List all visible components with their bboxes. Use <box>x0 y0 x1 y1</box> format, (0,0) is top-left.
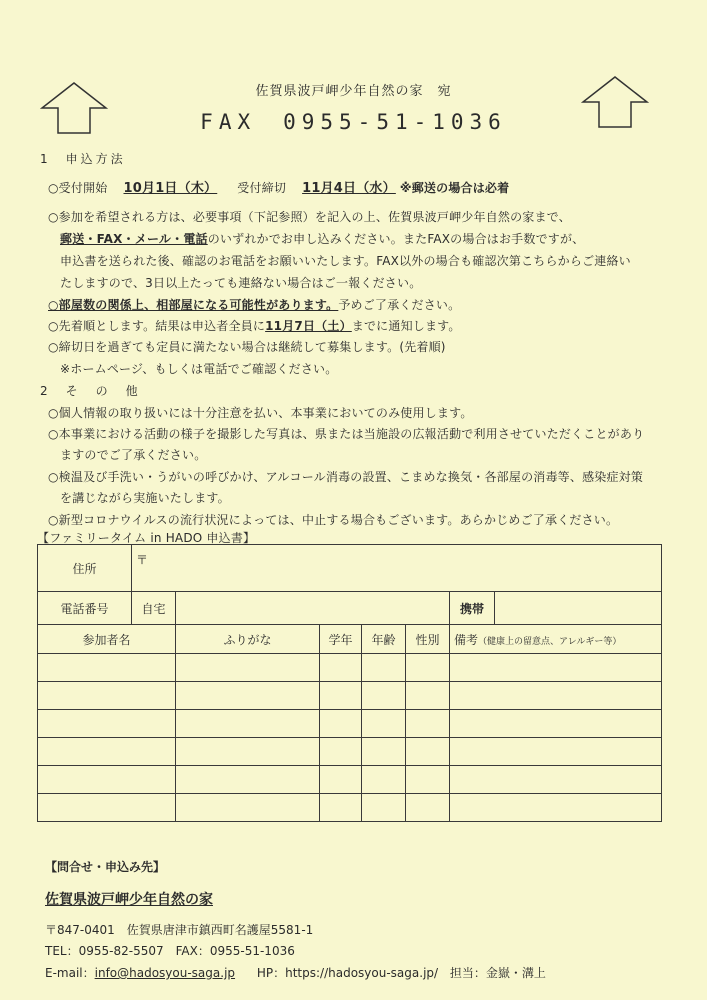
table-row <box>38 794 662 822</box>
p3-pre: ○先着順とします。結果は申込者全員に <box>48 319 266 333</box>
other-item: ○検温及び手洗い・うがいの呼びかけ、アルコール消毒の設置、こまめな換気・各部屋の消毒等、感染症対策 <box>48 470 644 484</box>
end-date: 11月4日（水） <box>302 181 396 196</box>
homepage-link[interactable]: HP：https://hadosyou-saga.jp/ <box>256 966 439 980</box>
org-name: 佐賀県波戸岬少年自然の家 <box>45 892 213 908</box>
col-sex: 性別 <box>406 625 450 654</box>
p4-line1: ○締切日を過ぎても定員に満たない場合は継続して募集します。(先着順) <box>48 340 446 354</box>
table-row <box>38 738 662 766</box>
mobile-label: 携帯 <box>450 592 495 625</box>
table-row <box>38 710 662 738</box>
end-label: 受付締切 <box>237 181 287 195</box>
other-item: ○本事業における活動の様子を撮影した写真は、県または当施設の広報活動で利用させていただくことがあり <box>48 427 645 441</box>
contact-heading: 【問合せ・申込み先】 <box>45 860 166 874</box>
home-label: 自宅 <box>132 592 176 625</box>
col-age: 年齢 <box>362 625 406 654</box>
col-remarks-note: （健康上の留意点、アレルギー等） <box>478 636 622 647</box>
reception-period <box>48 177 509 196</box>
address-field[interactable] <box>132 545 662 592</box>
mail-note: ※郵送の場合は必着 <box>399 181 510 195</box>
p2-rest: 予めご了承ください。 <box>338 298 461 312</box>
p1-line2 <box>60 230 584 247</box>
table-row <box>38 682 662 710</box>
shared-room-note: ○部屋数の関係上、相部屋になる可能性があります。 <box>48 298 339 312</box>
notify-date: 11月7日（土） <box>265 319 352 333</box>
p2 <box>48 296 460 313</box>
postal-mark: 〒 <box>136 553 149 567</box>
col-furigana: ふりがな <box>176 625 320 654</box>
p4-line2: ※ホームページ、もしくは電話でご確認ください。 <box>60 362 338 376</box>
p1-line4: たしますので、3日以上たっても連絡ない場合はご一報ください。 <box>60 276 422 290</box>
other-item: ○新型コロナウイルスの流行状況によっては、中止する場合もございます。あらかじめご了承ください。 <box>48 513 619 527</box>
other-item: ○個人情報の取り扱いには十分注意を払い、本事業においてのみ使用します。 <box>48 406 473 420</box>
mobile-phone-field[interactable] <box>495 592 662 625</box>
p3 <box>48 317 461 334</box>
start-date: 10月1日（木） <box>123 181 218 196</box>
section1-title: 1 申込方法 <box>40 152 126 166</box>
other-item: ますのでご了承ください。 <box>60 448 207 462</box>
home-phone-field[interactable] <box>176 592 450 625</box>
table-row <box>38 766 662 794</box>
p1-line3: 申込書を送られた後、確認のお電話をお願いいたします。FAX以外の場合も確認次第こちらからご連絡い <box>60 254 631 268</box>
col-name: 参加者名 <box>38 625 176 654</box>
p3-post: までに通知します。 <box>351 319 461 333</box>
email-link[interactable]: info@hadosyou-saga.jp <box>94 966 236 980</box>
application-form <box>37 544 662 822</box>
start-label: ○受付開始 <box>48 181 108 195</box>
form-title: 【ファミリータイム in HADO 申込書】 <box>37 531 256 545</box>
contact-line <box>45 964 546 981</box>
p1-line2-rest: のいずれかでお申し込みください。またFAXの場合はお手数ですが、 <box>207 232 585 246</box>
col-remarks <box>450 625 662 654</box>
table-row <box>38 654 662 682</box>
email-label: E-mail： <box>45 966 95 980</box>
tel-fax: TEL：0955-82-5507 FAX：0955-51-1036 <box>45 944 295 958</box>
address-label: 住所 <box>38 545 132 592</box>
person-in-charge: 担当：金嶽・溝上 <box>449 966 546 980</box>
recipient: 佐賀県波戸岬少年自然の家 宛 <box>255 84 452 99</box>
fax-number: FAX 0955-51-1036 <box>200 110 507 134</box>
org-address: 〒847-0401 佐賀県唐津市鎮西町名護屋5581-1 <box>45 923 314 937</box>
phone-label: 電話番号 <box>38 592 132 625</box>
section2-title: 2 そ の 他 <box>40 384 141 398</box>
apply-methods: 郵送・FAX・メール・電話 <box>60 232 208 246</box>
other-item: を講じながら実施いたします。 <box>60 491 230 505</box>
col-grade: 学年 <box>320 625 362 654</box>
col-remarks-label: 備考 <box>454 632 479 647</box>
p1-line1: ○参加を希望される方は、必要事項（下記参照）を記入の上、佐賀県波戸岬少年自然の家まで、 <box>48 210 571 224</box>
